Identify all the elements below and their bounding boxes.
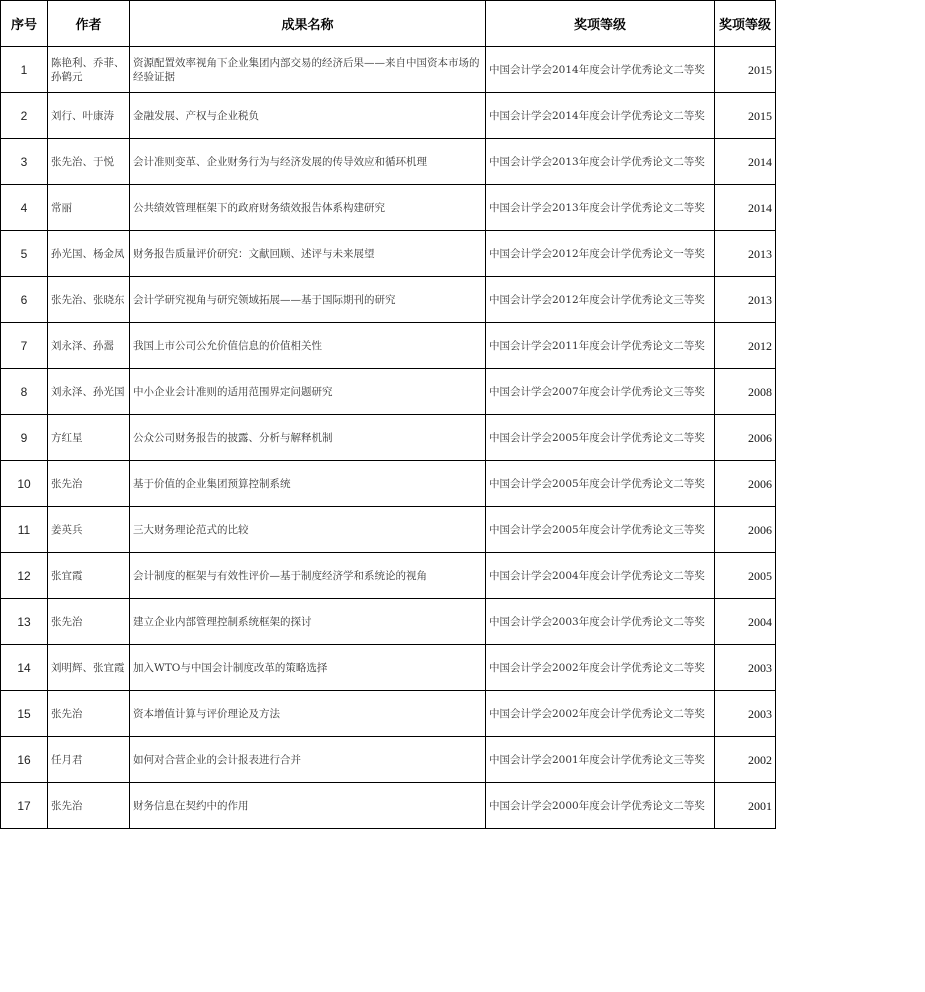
cell-title: 金融发展、产权与企业税负 [130,93,486,139]
cell-award: 中国会计学会2012年度会计学优秀论文一等奖 [486,231,715,277]
cell-author: 方红星 [48,415,130,461]
cell-author: 刘行、叶康涛 [48,93,130,139]
table-row [1,507,776,553]
cell-year: 2015 [715,93,776,139]
table-row [1,231,776,277]
cell-year: 2006 [715,507,776,553]
header-year: 奖项等级 [715,1,776,47]
header-no: 序号 [1,1,48,47]
cell-no: 12 [1,553,48,599]
table-row [1,415,776,461]
cell-author: 刘永泽、孙翯 [48,323,130,369]
cell-no: 6 [1,277,48,323]
cell-no: 16 [1,737,48,783]
table-row [1,691,776,737]
cell-year: 2012 [715,323,776,369]
cell-no: 14 [1,645,48,691]
table-row [1,599,776,645]
cell-no: 9 [1,415,48,461]
cell-award: 中国会计学会2013年度会计学优秀论文二等奖 [486,185,715,231]
cell-award: 中国会计学会2014年度会计学优秀论文二等奖 [486,47,715,93]
table-row [1,323,776,369]
cell-no: 11 [1,507,48,553]
table-row [1,461,776,507]
cell-year: 2005 [715,553,776,599]
cell-title: 建立企业内部管理控制系统框架的探讨 [130,599,486,645]
cell-author: 常丽 [48,185,130,231]
cell-title: 中小企业会计准则的适用范围界定问题研究 [130,369,486,415]
table-row [1,277,776,323]
cell-award: 中国会计学会2005年度会计学优秀论文二等奖 [486,415,715,461]
cell-award: 中国会计学会2011年度会计学优秀论文二等奖 [486,323,715,369]
cell-author: 张先治 [48,783,130,829]
header-award: 奖项等级 [486,1,715,47]
cell-year: 2014 [715,185,776,231]
cell-no: 13 [1,599,48,645]
cell-year: 2001 [715,783,776,829]
cell-award: 中国会计学会2005年度会计学优秀论文三等奖 [486,507,715,553]
cell-author: 刘永泽、孙光国 [48,369,130,415]
cell-author: 任月君 [48,737,130,783]
header-title: 成果名称 [130,1,486,47]
cell-title: 公共绩效管理框架下的政府财务绩效报告体系构建研究 [130,185,486,231]
cell-award: 中国会计学会2002年度会计学优秀论文二等奖 [486,691,715,737]
table-row [1,47,776,93]
cell-title: 如何对合营企业的会计报表进行合并 [130,737,486,783]
cell-no: 17 [1,783,48,829]
cell-title: 我国上市公司公允价值信息的价值相关性 [130,323,486,369]
cell-no: 5 [1,231,48,277]
cell-author: 张先治、张晓东 [48,277,130,323]
cell-author: 刘明辉、张宜霞 [48,645,130,691]
cell-no: 8 [1,369,48,415]
cell-award: 中国会计学会2001年度会计学优秀论文三等奖 [486,737,715,783]
cell-award: 中国会计学会2000年度会计学优秀论文二等奖 [486,783,715,829]
cell-award: 中国会计学会2002年度会计学优秀论文二等奖 [486,645,715,691]
cell-award: 中国会计学会2003年度会计学优秀论文二等奖 [486,599,715,645]
cell-no: 4 [1,185,48,231]
cell-title: 资本增值计算与评价理论及方法 [130,691,486,737]
cell-year: 2006 [715,461,776,507]
cell-title: 会计准则变革、企业财务行为与经济发展的传导效应和循环机理 [130,139,486,185]
table-row [1,185,776,231]
cell-author: 张先治 [48,599,130,645]
cell-year: 2003 [715,691,776,737]
cell-author: 张先治 [48,691,130,737]
cell-award: 中国会计学会2004年度会计学优秀论文二等奖 [486,553,715,599]
cell-year: 2006 [715,415,776,461]
cell-author: 孙光国、杨金凤 [48,231,130,277]
cell-award: 中国会计学会2005年度会计学优秀论文二等奖 [486,461,715,507]
cell-no: 15 [1,691,48,737]
cell-year: 2013 [715,231,776,277]
cell-title: 公众公司财务报告的披露、分析与解释机制 [130,415,486,461]
cell-award: 中国会计学会2014年度会计学优秀论文二等奖 [486,93,715,139]
header-row [1,1,776,47]
table-row [1,369,776,415]
cell-year: 2002 [715,737,776,783]
table-row [1,139,776,185]
cell-title: 三大财务理论范式的比较 [130,507,486,553]
cell-year: 2008 [715,369,776,415]
table-row [1,783,776,829]
table-row [1,553,776,599]
cell-author: 张宜霞 [48,553,130,599]
cell-title: 会计学研究视角与研究领域拓展——基于国际期刊的研究 [130,277,486,323]
cell-year: 2004 [715,599,776,645]
cell-award: 中国会计学会2013年度会计学优秀论文二等奖 [486,139,715,185]
table-row [1,93,776,139]
table-row [1,737,776,783]
cell-title: 会计制度的框架与有效性评价—基于制度经济学和系统论的视角 [130,553,486,599]
cell-no: 7 [1,323,48,369]
cell-no: 3 [1,139,48,185]
cell-award: 中国会计学会2007年度会计学优秀论文三等奖 [486,369,715,415]
cell-year: 2014 [715,139,776,185]
cell-no: 10 [1,461,48,507]
cell-award: 中国会计学会2012年度会计学优秀论文三等奖 [486,277,715,323]
header-author: 作者 [48,1,130,47]
cell-title: 财务报告质量评价研究：文献回顾、述评与未来展望 [130,231,486,277]
cell-year: 2003 [715,645,776,691]
cell-title: 基于价值的企业集团预算控制系统 [130,461,486,507]
cell-title: 加入WTO与中国会计制度改革的策略选择 [130,645,486,691]
cell-author: 陈艳利、乔菲、孙鹤元 [48,47,130,93]
cell-author: 张先治、于悦 [48,139,130,185]
cell-title: 资源配置效率视角下企业集团内部交易的经济后果——来自中国资本市场的经验证据 [130,47,486,93]
cell-author: 姜英兵 [48,507,130,553]
table-row [1,645,776,691]
cell-year: 2013 [715,277,776,323]
cell-no: 2 [1,93,48,139]
cell-title: 财务信息在契约中的作用 [130,783,486,829]
cell-author: 张先治 [48,461,130,507]
cell-no: 1 [1,47,48,93]
cell-year: 2015 [715,47,776,93]
